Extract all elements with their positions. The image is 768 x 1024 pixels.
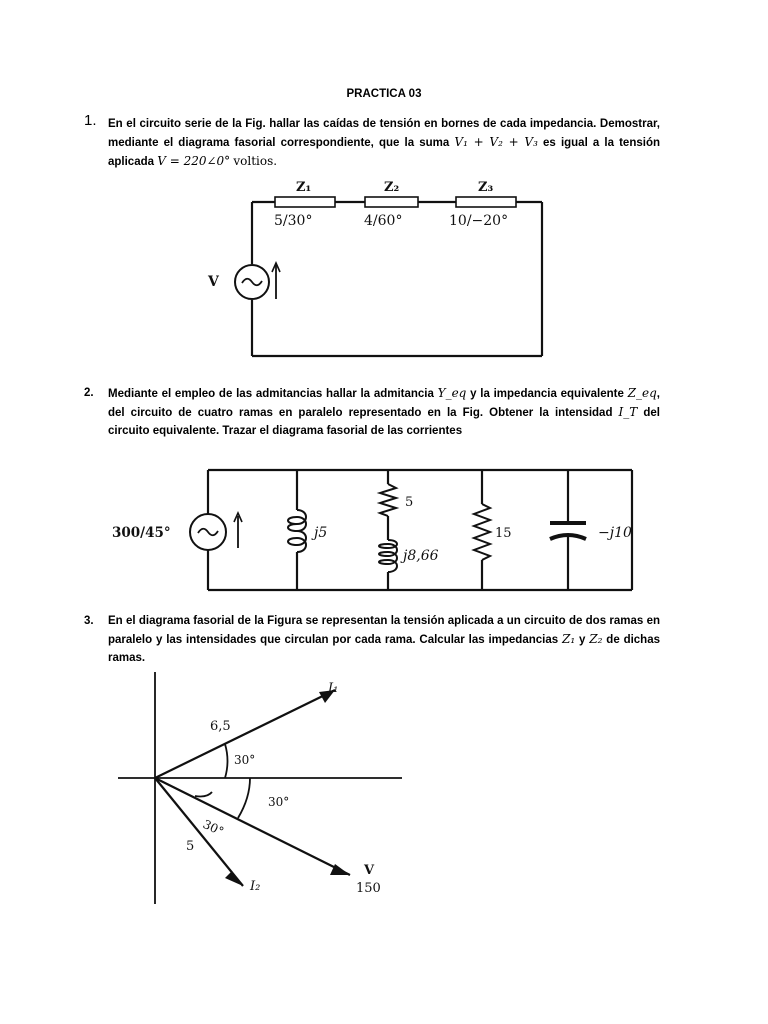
problem-text: En el circuito serie de la Fig. hallar las caídas de tensión en bornes de cada impedancia. Demostrar, mediante el diagrama fasorial correspondiente, que la suma [108, 118, 660, 149]
voltage-sum: V₁ + V₂ + V₃ [454, 135, 538, 149]
problem-3 [84, 612, 660, 667]
z3-value: 10/−20° [449, 213, 509, 229]
i2-magnitude: 5 [186, 839, 195, 854]
source-label: 300/45° [112, 525, 171, 541]
problem-text: Mediante el empleo de las admitancias hallar la admitancia [108, 388, 434, 400]
v-magnitude: 150 [356, 881, 381, 896]
i2-label: I₂ [250, 879, 261, 894]
impedance-z2: Z₂ [589, 632, 603, 646]
angle-v-label: 30° [268, 795, 290, 809]
admittance-yeq: Y_eq [437, 386, 467, 400]
impedance-z2 [365, 197, 418, 207]
impedance-z3 [456, 197, 516, 207]
problem-number: 1. [84, 112, 97, 129]
parallel-circuit-figure [110, 460, 650, 600]
angle-i2-label: 30° [200, 817, 226, 839]
page-title: PRACTICA 03 [346, 88, 422, 100]
problem-text: y la impedancia equivalente [470, 388, 624, 400]
resistor-5 [380, 484, 396, 516]
problem-text: , del circuito de cuatro ramas en paralelo representado en la Fig. Obtener la intensidad [108, 388, 660, 419]
phasor-v [155, 778, 350, 875]
z1-label: Z₁ [296, 180, 312, 195]
z3-label: Z₃ [478, 180, 494, 195]
problem-text: es igual a la tensión aplicada [108, 137, 660, 168]
problem-text: de dichas ramas. [108, 634, 660, 664]
resistor-15 [474, 504, 490, 560]
angle-arc-i2 [195, 792, 212, 797]
inductor-j866 [379, 540, 397, 572]
i1-magnitude: 6,5 [210, 719, 231, 734]
angle-i1-label: 30° [234, 753, 256, 767]
problem-text: y [579, 634, 586, 646]
problem-number: 3. [84, 615, 94, 627]
branch1-label: j5 [314, 525, 328, 541]
problem-text: En el diagrama fasorial de la Figura se representan la tensión aplicada a un circuito de dos ramas en paralelo y las intensidades que circulan por cada rama. Calcular las impedancias [108, 615, 660, 646]
impedance-z1 [275, 197, 335, 207]
series-circuit-figure [200, 172, 560, 364]
branch3-label: 15 [495, 526, 512, 541]
problem-number: 2. [84, 387, 94, 399]
angle-arc-i1 [225, 744, 228, 778]
angle-arc-v [238, 778, 250, 818]
phasor-i2 [155, 778, 243, 886]
impedance-zeq: Z_eq [627, 386, 657, 400]
z1-value: 5/30° [274, 213, 313, 229]
problem-1 [84, 112, 660, 171]
problem-2 [84, 384, 660, 440]
phasor-diagram-figure [110, 668, 420, 908]
current-it: I_T [618, 405, 638, 419]
source-label: V [208, 274, 219, 290]
z2-label: Z₂ [384, 180, 400, 195]
z2-value: 4/60° [364, 213, 403, 229]
i1-label: I₁ [328, 681, 339, 696]
branch2-l-label: j8,66 [403, 548, 439, 564]
v-label: V [364, 863, 375, 878]
inductor-j5 [288, 510, 306, 552]
problem-text: del circuito equivalente. Trazar el diagrama fasorial de las corrientes [108, 407, 660, 437]
impedance-z1: Z₁ [562, 632, 576, 646]
branch2-r-label: 5 [405, 495, 414, 510]
voltage-unit: voltios. [233, 154, 278, 168]
branch4-label: −j10 [598, 525, 632, 541]
applied-voltage: V = 220∠0° [157, 154, 231, 168]
